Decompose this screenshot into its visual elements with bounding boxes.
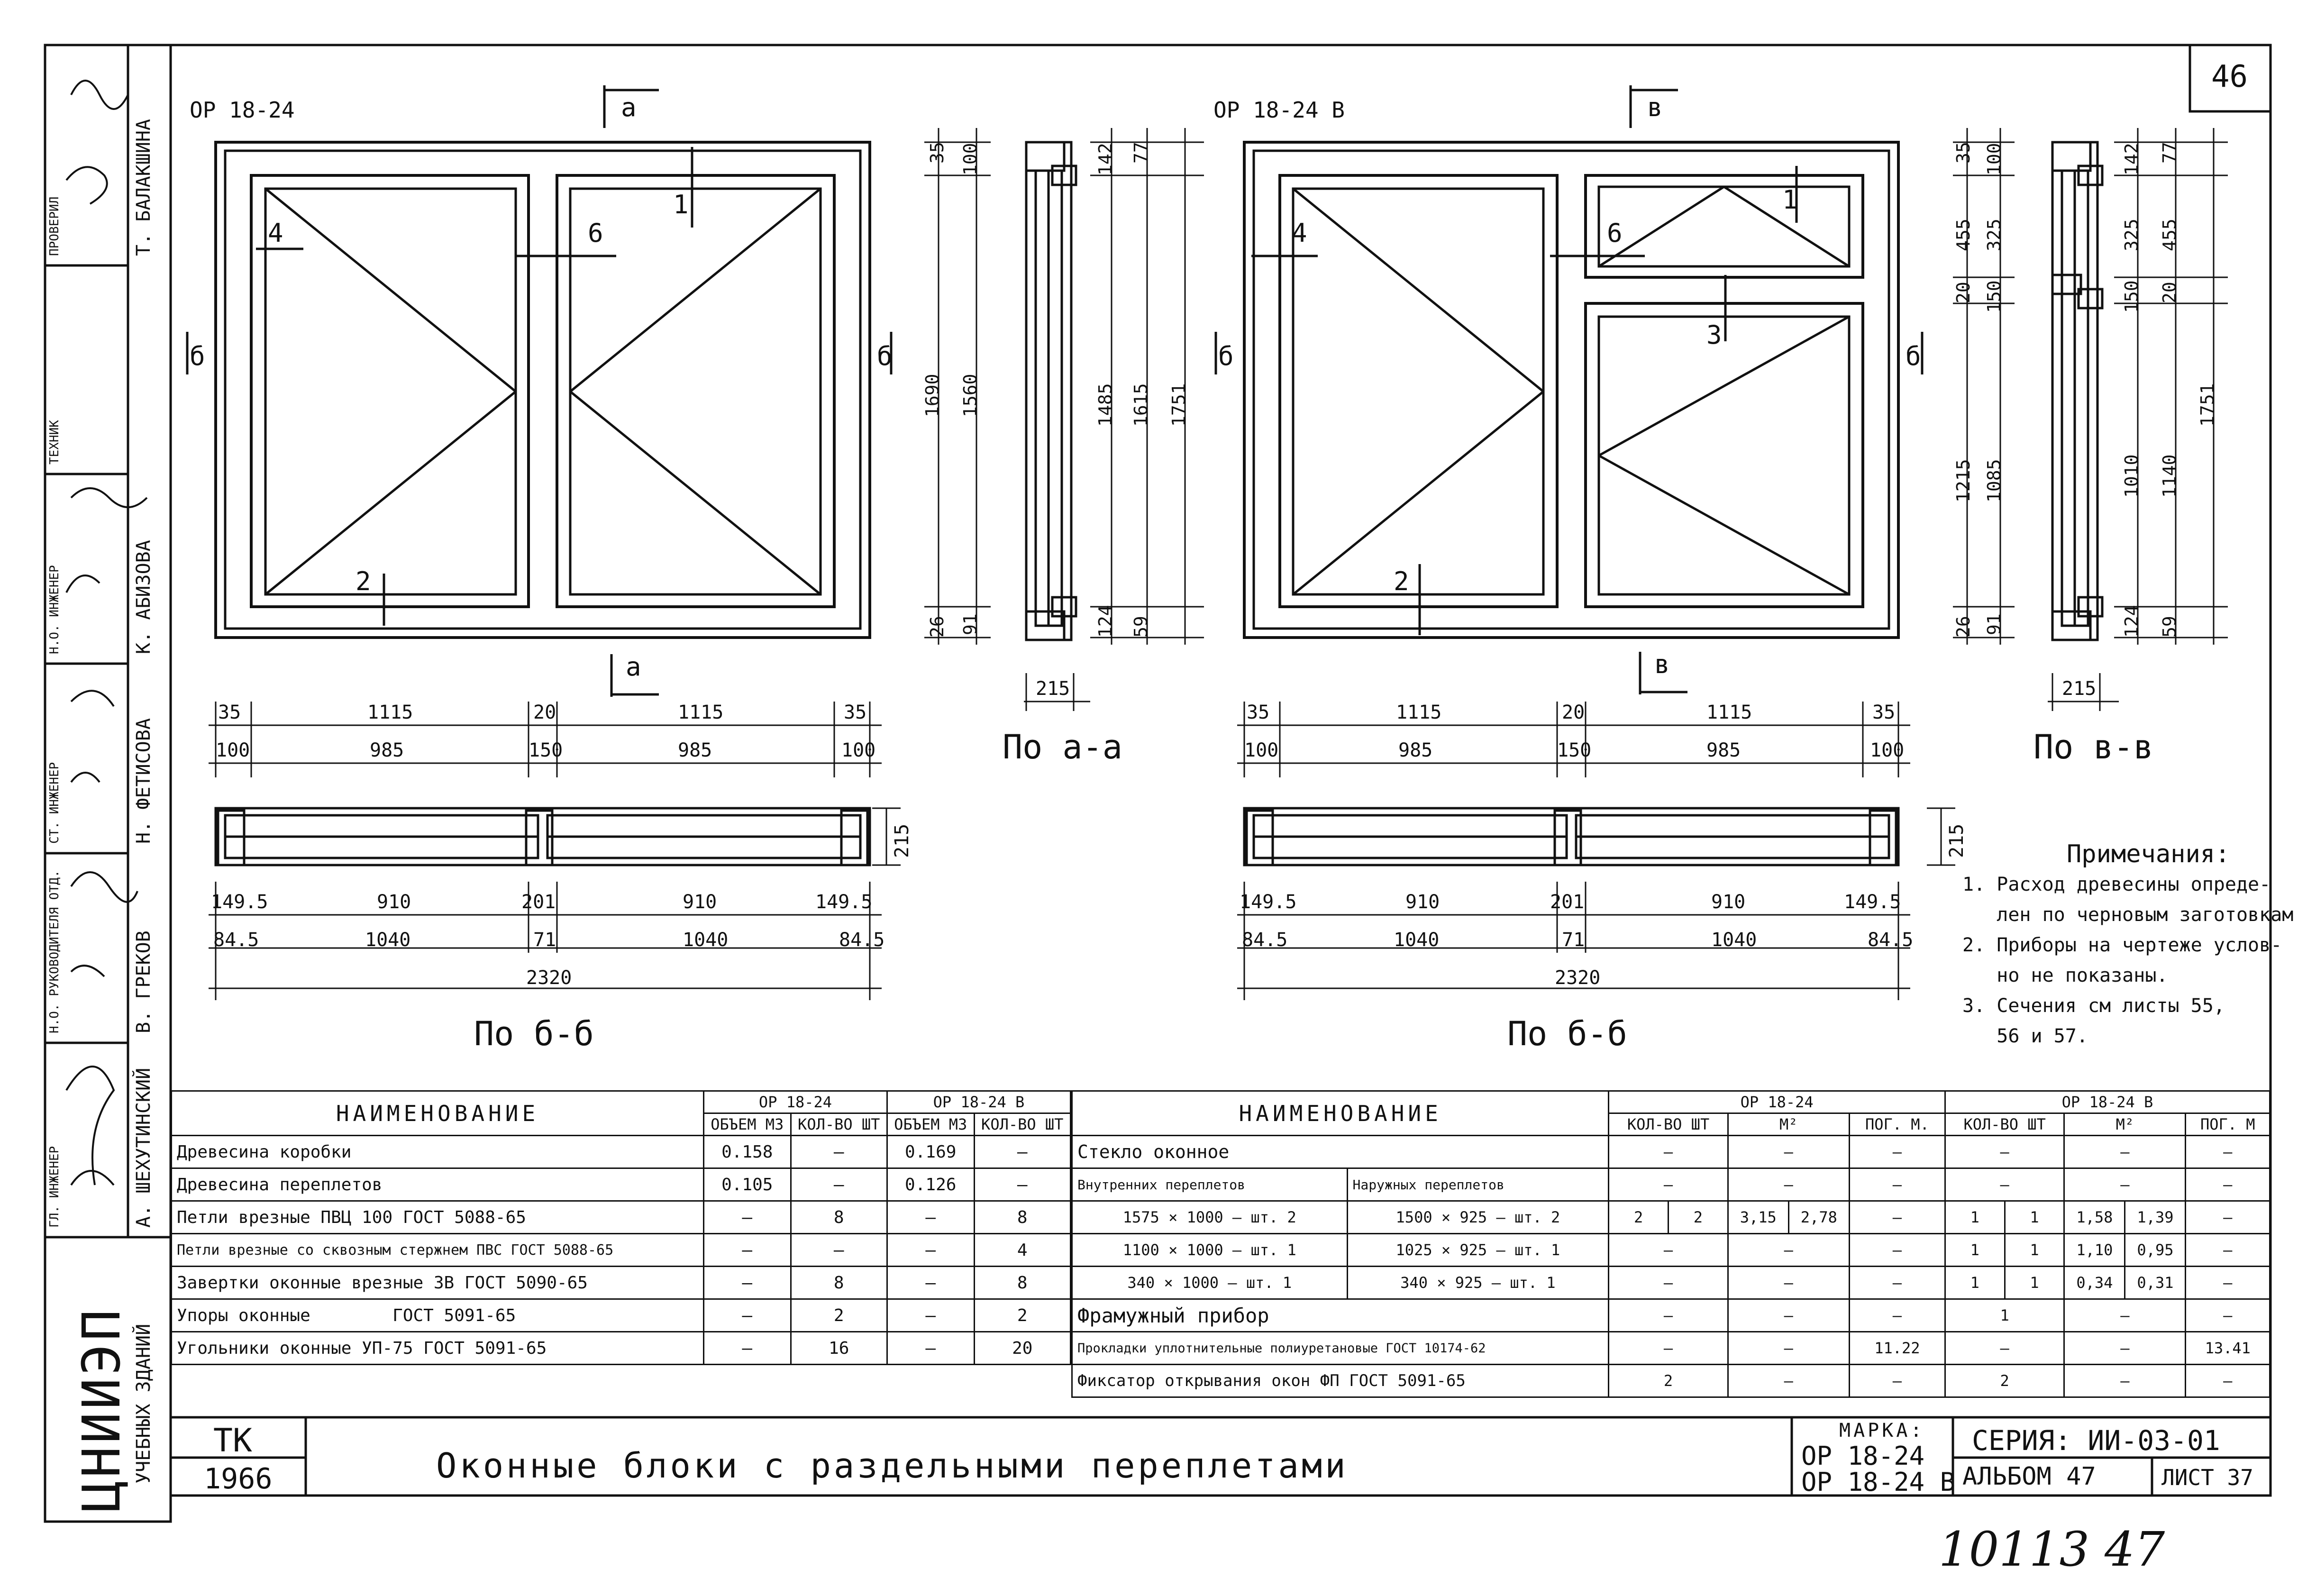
table-row: [172, 1267, 1071, 1299]
table-right-header-name: НАИМЕНОВАНИЕ: [1072, 1091, 1609, 1136]
cell-name: 340 × 1000 — шт. 1: [1072, 1267, 1348, 1299]
right-sec-dim-20: 20: [2159, 282, 2180, 303]
table-row: [172, 1332, 1071, 1365]
left-section-side-left: б: [190, 341, 205, 371]
signer-role-3: Н.О. ИНЖЕНЕР: [47, 565, 62, 654]
left-plan-profile: [216, 808, 870, 865]
cell: —: [791, 1136, 887, 1168]
cell: —: [1609, 1168, 1728, 1201]
cell: 8: [974, 1267, 1071, 1299]
right-section-top: в: [1647, 92, 1663, 122]
album-number: АЛЬБОМ 47: [1962, 1462, 2096, 1491]
cell: 1,10: [2064, 1234, 2125, 1267]
right-vdim-1085: 1085: [1984, 459, 2005, 502]
cell: —: [1728, 1332, 1849, 1365]
left-sec-dim-77: 77: [1131, 142, 1151, 164]
cell: —: [704, 1234, 791, 1267]
right-sec-dim-1140: 1140: [2159, 454, 2180, 498]
marka-label: МАРКА:: [1839, 1420, 1925, 1441]
cell: —: [2064, 1168, 2186, 1201]
table-row: [1072, 1234, 2270, 1267]
cell: 20: [974, 1332, 1071, 1365]
cell: 1: [1945, 1201, 2005, 1234]
right-vert-dims: [1953, 128, 2015, 645]
note-line: 3. Сечения см листы 55,: [1962, 995, 2225, 1017]
cell: 16: [791, 1332, 887, 1365]
right-plan-height: 215: [1946, 823, 1968, 858]
left-view-title: ОР 18-24: [190, 97, 295, 123]
cell-name: Стекло оконное: [1072, 1136, 1609, 1168]
cell: —: [887, 1332, 974, 1365]
cell: —: [887, 1201, 974, 1234]
right-plan-profile: [1244, 808, 1898, 865]
cell: 4: [974, 1234, 1071, 1267]
cell-name: Древесина коробки: [172, 1136, 704, 1168]
drawing-title: Оконные блоки с раздельными переплетами: [436, 1446, 1349, 1486]
left-pdim-mid-1: 1040: [365, 929, 411, 951]
table-right-sub-4: М²: [2064, 1113, 2186, 1136]
cell: 1: [2005, 1267, 2064, 1299]
right-pdim-top-4: 149.5: [1844, 891, 1901, 913]
cell-name: Прокладки уплотнительные полиуретановые ГОСТ 10174-62: [1072, 1332, 1609, 1365]
right-pdim-top-0: 149.5: [1240, 891, 1297, 913]
spec-table-hardware: [171, 1090, 1071, 1365]
cell: —: [1849, 1234, 1945, 1267]
cell: —: [1849, 1267, 1945, 1299]
sheet-number: 46: [2211, 59, 2248, 94]
cell-name: Внутренних переплетов: [1072, 1168, 1348, 1201]
note-line: но не показаны.: [1962, 965, 2168, 986]
table-row: [1072, 1136, 2270, 1168]
cell-name: Фиксатор открывания окон ФП ГОСТ 5091-65: [1072, 1365, 1609, 1397]
table-left-header-name: НАИМЕНОВАНИЕ: [172, 1091, 704, 1136]
cell: —: [1728, 1136, 1849, 1168]
right-pdim-mid-4: 84.5: [1868, 929, 1914, 951]
cell-name: 1100 × 1000 — шт. 1: [1072, 1234, 1348, 1267]
left-pdim-top-0: 149.5: [211, 891, 268, 913]
signer-role-5: Н.О. РУКОВОДИТЕЛЯ ОТД.: [47, 870, 62, 1033]
table-left-sub-2: ОБЪЕМ М3: [887, 1113, 974, 1136]
cell: —: [2186, 1267, 2270, 1299]
cell: —: [1609, 1332, 1728, 1365]
cell: 0.158: [704, 1136, 791, 1168]
cell: 1: [2005, 1201, 2064, 1234]
left-pdim-top-3: 910: [683, 891, 717, 913]
table-right-group-1: ОР 18-24: [1609, 1091, 1945, 1113]
cell: 2: [1945, 1365, 2064, 1397]
right-sec-width: 215: [2062, 678, 2097, 700]
right-vdim-1215: 1215: [1953, 459, 1974, 502]
left-vdim-91: 91: [960, 613, 981, 635]
signer-name-6: А. ШЕХУТИНСКИЙ: [133, 1067, 155, 1228]
title-block-code: ТК: [213, 1422, 252, 1459]
table-right-sub-1: М²: [1728, 1113, 1849, 1136]
cell-name: Упоры оконные ГОСТ 5091-65: [172, 1299, 704, 1332]
left-section-profile: [1026, 142, 1076, 640]
cell: —: [1609, 1299, 1728, 1332]
cell: —: [704, 1332, 791, 1365]
left-hdim-top-1: 1115: [367, 702, 413, 723]
right-callout-1: 1: [1782, 185, 1798, 215]
right-hdim-bot-4: 100: [1870, 739, 1905, 761]
cell: 2: [791, 1299, 887, 1332]
cell: 2: [1669, 1201, 1728, 1234]
left-section-top: а: [621, 92, 637, 122]
cell: —: [1609, 1234, 1728, 1267]
cell: —: [1728, 1299, 1849, 1332]
cell: 3,15: [1728, 1201, 1788, 1234]
cell: —: [2186, 1168, 2270, 1201]
right-hdim-top-3: 1115: [1706, 702, 1752, 723]
signer-name-1: Т. БАЛАКШИНА: [133, 119, 155, 256]
right-sec-dim-455: 455: [2159, 219, 2180, 251]
cell: 0.126: [887, 1168, 974, 1201]
right-sec-dim-59: 59: [2159, 616, 2180, 638]
right-section-side-right: б: [1906, 341, 1921, 371]
right-section-side-left: б: [1218, 341, 1234, 371]
left-pdim-mid-2: 71: [533, 929, 556, 951]
note-line: лен по черновым заготовкам: [1962, 904, 2294, 926]
right-sec-dim-77: 77: [2159, 142, 2180, 164]
right-hdim-top-1: 1115: [1396, 702, 1442, 723]
cell: —: [1945, 1136, 2064, 1168]
signer-role-6: ГЛ. ИНЖЕНЕР: [47, 1146, 62, 1228]
cell: —: [2186, 1234, 2270, 1267]
left-sec-dim-1485: 1485: [1095, 383, 1116, 427]
left-pdim-mid-4: 84.5: [839, 929, 885, 951]
cell: —: [2186, 1136, 2270, 1168]
right-hdim-top-4: 35: [1872, 702, 1896, 723]
left-sec-dim-1615: 1615: [1131, 383, 1151, 427]
cell: —: [791, 1234, 887, 1267]
table-row: [172, 1168, 1071, 1201]
table-row: [1072, 1332, 2270, 1365]
institute-name: ЦНИИЭП: [71, 1306, 132, 1512]
cell: —: [1728, 1168, 1849, 1201]
table-left-sub-1: КОЛ-ВО ШТ: [791, 1113, 887, 1136]
notes: [1962, 839, 2293, 1051]
spec-table-glass: [1071, 1090, 2271, 1398]
right-callout-6: 6: [1607, 218, 1623, 248]
signer-name-3: К. АБИЗОВА: [133, 540, 155, 654]
right-sec-dim-1010: 1010: [2121, 454, 2142, 498]
table-row: [1072, 1267, 2270, 1299]
cell-name: 340 × 925 — шт. 1: [1347, 1267, 1609, 1299]
right-section-profile: [2052, 142, 2102, 640]
cell-name: Фрамужный прибор: [1072, 1299, 1609, 1332]
note-line: 1. Расход древесины опреде-: [1962, 874, 2271, 895]
cell: 1,39: [2125, 1201, 2186, 1234]
left-hdim-top-4: 35: [844, 702, 867, 723]
notes-title: Примечания:: [2067, 840, 2230, 868]
cell: —: [1728, 1365, 1849, 1397]
cell-name: Петли врезные ПВЦ 100 ГОСТ 5088-65: [172, 1201, 704, 1234]
table-right-sub-3: КОЛ-ВО ШТ: [1945, 1113, 2064, 1136]
left-hdim-top-3: 1115: [678, 702, 724, 723]
cell: —: [887, 1267, 974, 1299]
cell: —: [887, 1234, 974, 1267]
institute-subtitle: УЧЕБНЫХ ЗДАНИЙ: [133, 1323, 155, 1484]
cell: —: [704, 1201, 791, 1234]
cell: —: [1849, 1365, 1945, 1397]
left-elevation: [216, 142, 870, 638]
cell: —: [2186, 1365, 2270, 1397]
right-vdim-26: 26: [1953, 616, 1974, 638]
cell: 2: [1609, 1201, 1669, 1234]
cell: —: [974, 1136, 1071, 1168]
left-section-bottom: а: [626, 652, 641, 682]
table-row: [172, 1136, 1071, 1168]
cell: —: [974, 1168, 1071, 1201]
cell: 0.169: [887, 1136, 974, 1168]
left-section-caption: По а-а: [1003, 728, 1122, 766]
right-pdim-mid-1: 1040: [1394, 929, 1440, 951]
right-hdim-top-2: 20: [1562, 702, 1585, 723]
cell: —: [1945, 1168, 2064, 1201]
right-view-title: ОР 18-24 В: [1213, 97, 1345, 123]
signer-role-4: СТ. ИНЖЕНЕР: [47, 762, 62, 844]
note-line: 56 и 57.: [1962, 1025, 2088, 1047]
table-left-group-1: ОР 18-24: [704, 1091, 887, 1113]
right-hdim-bot-2: 150: [1557, 739, 1592, 761]
left-plan-caption: По б-б: [474, 1014, 594, 1053]
cell: —: [791, 1168, 887, 1201]
left-plan-height: 215: [891, 823, 913, 858]
cell: 0.105: [704, 1168, 791, 1201]
cell-name: Завертки оконные врезные ЗВ ГОСТ 5090-65: [172, 1267, 704, 1299]
cell: 1: [1945, 1299, 2064, 1332]
table-row: [172, 1201, 1071, 1234]
left-section-marks: [187, 85, 891, 697]
cell-name: Петли врезные со сквозным стержнем ПВС ГОСТ 5088-65: [172, 1234, 704, 1267]
series-code: СЕРИЯ: ИИ-03-01: [1972, 1424, 2220, 1457]
left-pdim-top-4: 149.5: [815, 891, 873, 913]
right-vdim-325: 325: [1984, 219, 2005, 251]
cell: —: [887, 1299, 974, 1332]
cell: —: [1609, 1267, 1728, 1299]
marka-2: ОР 18-24 В: [1801, 1467, 1956, 1497]
right-plan-caption: По б-б: [1507, 1014, 1627, 1053]
right-vdim-455: 455: [1953, 219, 1974, 251]
right-pdim-top-3: 910: [1711, 891, 1746, 913]
left-hdim-bot-0: 100: [216, 739, 250, 761]
right-callout-2: 2: [1394, 566, 1409, 596]
right-callout-4: 4: [1292, 218, 1307, 248]
left-hdim-bot-3: 985: [678, 739, 712, 761]
cell: 1,58: [2064, 1201, 2125, 1234]
cell: 0,95: [2125, 1234, 2186, 1267]
cell-name: 1025 × 925 — шт. 1: [1347, 1234, 1609, 1267]
cell-name: 1500 × 925 — шт. 2: [1347, 1201, 1609, 1234]
right-sec-dim-142: 142: [2121, 143, 2142, 175]
cell: —: [1849, 1136, 1945, 1168]
right-hdim-bot-1: 985: [1398, 739, 1433, 761]
right-sec-dim-325: 325: [2121, 219, 2142, 251]
right-pdim-top-2: 201: [1550, 891, 1585, 913]
cell: 8: [974, 1201, 1071, 1234]
cell: —: [2186, 1299, 2270, 1332]
signer-name-4: Н. ФЕТИСОВА: [133, 718, 155, 844]
cell: 1: [1945, 1234, 2005, 1267]
cell: —: [2064, 1136, 2186, 1168]
signer-role-1: ПРОВЕРИЛ: [47, 196, 62, 256]
right-callout-3: 3: [1706, 320, 1722, 350]
left-hdim-bot-4: 100: [841, 739, 876, 761]
left-sec-dim-124: 124: [1095, 605, 1116, 638]
note-line: 2. Приборы на чертеже услов-: [1962, 934, 2282, 956]
signer-name-5: В. ГРЕКОВ: [133, 930, 155, 1033]
right-hdim-bot-3: 985: [1706, 739, 1741, 761]
left-vdim-1690: 1690: [922, 374, 943, 417]
cell: 1: [2005, 1234, 2064, 1267]
sheet-label: ЛИСТ 37: [2161, 1465, 2253, 1490]
table-row: [1072, 1365, 2270, 1397]
table-row: [1072, 1299, 2270, 1332]
cell: 0,31: [2125, 1267, 2186, 1299]
left-vdim-26: 26: [927, 616, 948, 638]
cell-name: Угольники оконные УП-75 ГОСТ 5091-65: [172, 1332, 704, 1365]
cell-name: Древесина переплетов: [172, 1168, 704, 1201]
table-left-sub-0: ОБЪЕМ М3: [704, 1113, 791, 1136]
cell: 2: [1609, 1365, 1728, 1397]
table-row: [172, 1234, 1071, 1267]
cell: —: [2186, 1201, 2270, 1234]
right-vdim-20: 20: [1953, 282, 1974, 303]
left-pdim-top-1: 910: [377, 891, 411, 913]
table-row: [172, 1299, 1071, 1332]
table-row: [1072, 1201, 2270, 1234]
right-pdim-mid-2: 71: [1562, 929, 1585, 951]
right-vdim-91: 91: [1984, 613, 2005, 635]
left-plan-total: 2320: [526, 967, 572, 989]
table-right-sub-5: ПОГ. М: [2186, 1113, 2270, 1136]
cell: 13.41: [2186, 1332, 2270, 1365]
left-sec-width: 215: [1036, 678, 1070, 700]
left-callout-1: 1: [673, 190, 689, 219]
cell: 2,78: [1788, 1201, 1849, 1234]
title-block-year: 1966: [204, 1462, 273, 1496]
left-section-side-right: б: [877, 341, 893, 371]
left-hdim-top-2: 20: [533, 702, 556, 723]
cell: 11.22: [1849, 1332, 1945, 1365]
cell: —: [1609, 1136, 1728, 1168]
table-right-sub-0: КОЛ-ВО ШТ: [1609, 1113, 1728, 1136]
left-pdim-top-2: 201: [521, 891, 556, 913]
left-callout-4: 4: [268, 218, 283, 248]
table-right-sub-2: ПОГ. М.: [1849, 1113, 1945, 1136]
left-pdim-mid-3: 1040: [683, 929, 729, 951]
cell: 1: [1945, 1267, 2005, 1299]
cell: —: [704, 1299, 791, 1332]
cell: —: [1849, 1299, 1945, 1332]
right-pdim-top-1: 910: [1405, 891, 1440, 913]
right-plan-total: 2320: [1555, 967, 1601, 989]
cell: —: [1849, 1201, 1945, 1234]
right-hdim-bot-0: 100: [1244, 739, 1279, 761]
right-sec-dim-1751: 1751: [2197, 383, 2218, 427]
left-vdim-100: 100: [960, 143, 981, 175]
left-hdim-top-0: 35: [218, 702, 241, 723]
left-vdim-35: 35: [927, 142, 948, 164]
right-elevation: [1244, 142, 1898, 638]
signer-role-2: ТЕХНИК: [47, 420, 62, 465]
cell: —: [1945, 1332, 2064, 1365]
cell: —: [1849, 1168, 1945, 1201]
left-callout-6: 6: [588, 218, 603, 248]
cell: 8: [791, 1267, 887, 1299]
right-hdim-top-0: 35: [1247, 702, 1270, 723]
cell: —: [1728, 1234, 1849, 1267]
left-pdim-mid-0: 84.5: [213, 929, 259, 951]
cell: —: [2064, 1365, 2186, 1397]
right-sec-dim-124: 124: [2121, 605, 2142, 638]
right-vdim-150: 150: [1984, 280, 2005, 313]
right-sec-dim-150: 150: [2121, 280, 2142, 313]
right-pdim-mid-0: 84.5: [1242, 929, 1288, 951]
right-vdim-100: 100: [1984, 143, 2005, 175]
cell-name: Наружных переплетов: [1347, 1168, 1609, 1201]
table-right-group-2: ОР 18-24 В: [1945, 1091, 2270, 1113]
right-section-bottom: в: [1654, 649, 1670, 679]
left-hdim-bot-2: 150: [529, 739, 563, 761]
cell: 2: [974, 1299, 1071, 1332]
left-hdim-bot-1: 985: [370, 739, 404, 761]
left-sec-dim-59: 59: [1131, 616, 1151, 638]
handwritten-archive-number: 10113 47: [1939, 1522, 2165, 1577]
left-vdim-1560: 1560: [960, 374, 981, 417]
right-vdim-35: 35: [1953, 142, 1974, 164]
left-sec-dim-1751: 1751: [1168, 383, 1189, 427]
right-pdim-mid-3: 1040: [1711, 929, 1757, 951]
cell: 8: [791, 1201, 887, 1234]
table-left-group-2: ОР 18-24 В: [887, 1091, 1070, 1113]
left-callout-2: 2: [356, 566, 371, 596]
table-left-sub-3: КОЛ-ВО ШТ: [974, 1113, 1071, 1136]
marka-1: ОР 18-24: [1801, 1441, 1925, 1471]
cell: —: [1728, 1267, 1849, 1299]
cell: —: [2064, 1332, 2186, 1365]
cell: —: [704, 1267, 791, 1299]
right-section-caption: По в-в: [2033, 728, 2153, 766]
cell: 0,34: [2064, 1267, 2125, 1299]
cell-name: 1575 × 1000 — шт. 2: [1072, 1201, 1348, 1234]
table-row: [1072, 1168, 2270, 1201]
left-sec-dim-142: 142: [1095, 143, 1116, 175]
cell: —: [2064, 1299, 2186, 1332]
